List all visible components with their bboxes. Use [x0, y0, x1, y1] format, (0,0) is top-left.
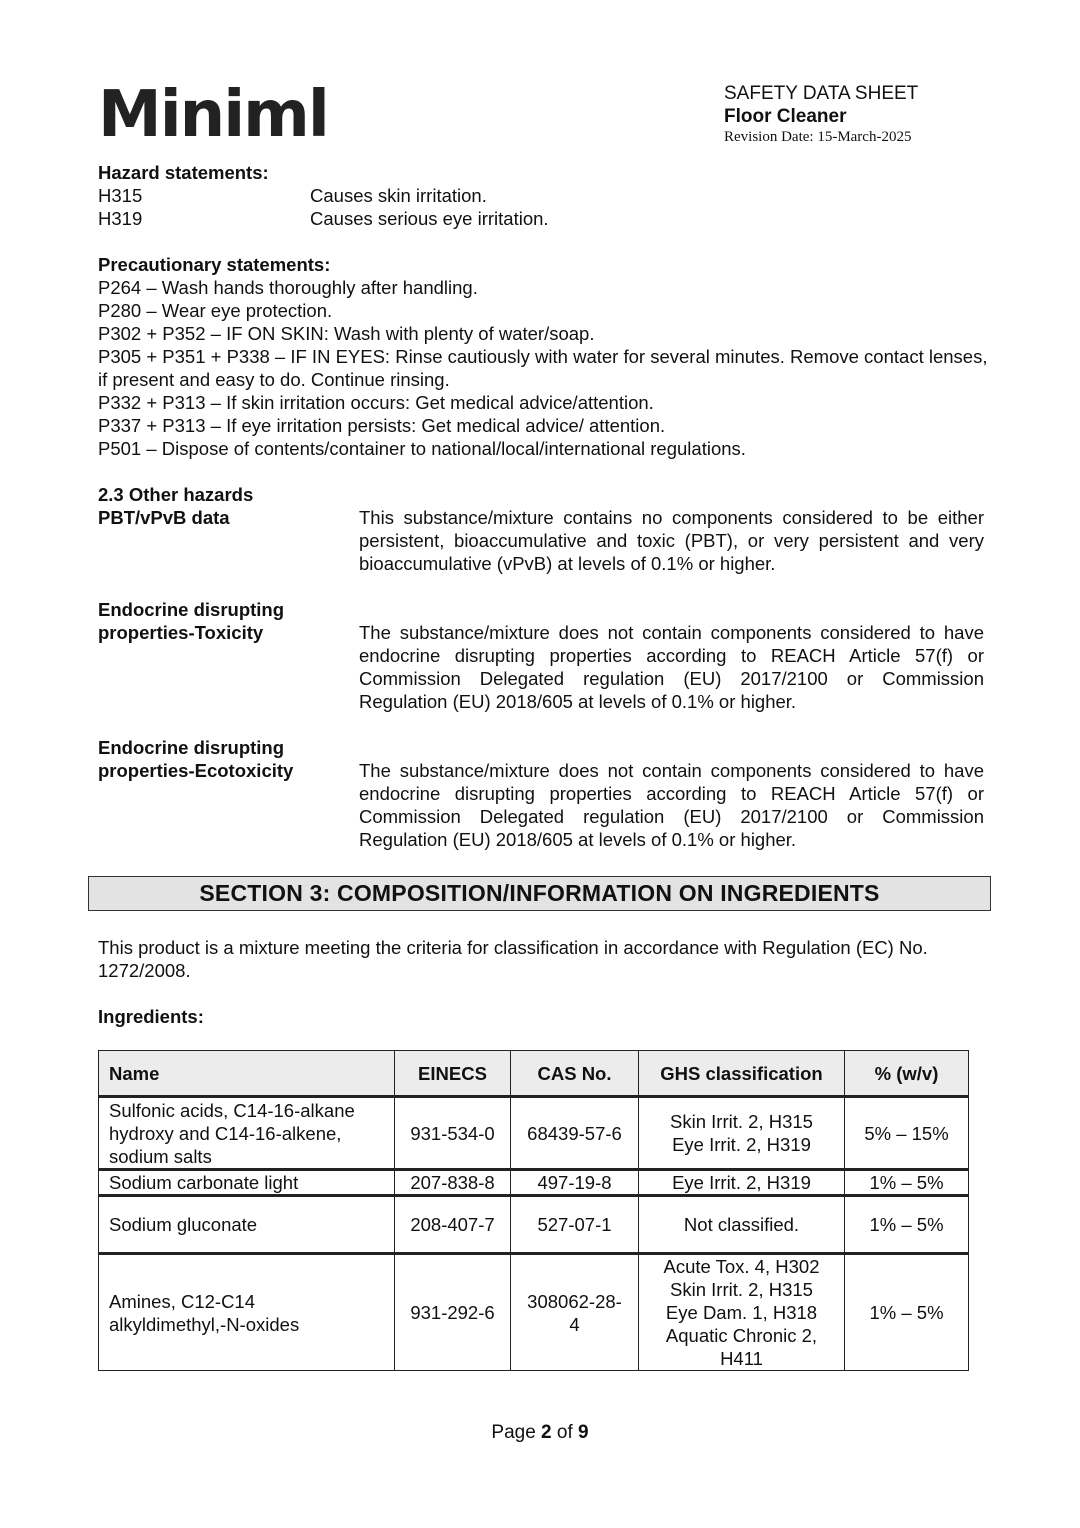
hazard-statements — [98, 161, 988, 230]
label-line: properties-Ecotoxicity — [98, 760, 294, 781]
miniml-logo — [98, 72, 328, 152]
table-row — [99, 1254, 969, 1371]
cas-line: 4 — [569, 1313, 580, 1335]
precautionary-item: P305 + P351 + P338 – IF IN EYES: Rinse cautiously with water for several minutes. Remove contact lenses, if present and easy to do. Continue rinsing. — [98, 346, 988, 390]
precautionary-statements — [98, 253, 988, 460]
hazard-row — [98, 207, 988, 230]
ingredients-heading: Ingredients: — [98, 1006, 204, 1027]
ingredient-einecs: 207-838-8 — [395, 1170, 511, 1196]
table-row — [99, 1097, 969, 1170]
hazard-code: H319 — [98, 208, 143, 229]
ingredients-table — [98, 1050, 969, 1371]
name-line: sodium salts — [109, 1145, 212, 1167]
ghs-line: Eye Irrit. 2, H319 — [672, 1172, 811, 1193]
ingredient-percent: 1% – 5% — [845, 1254, 969, 1371]
product-name: Floor Cleaner — [724, 106, 847, 127]
page-number — [0, 1422, 1080, 1444]
cas-line: 308062-28- — [527, 1290, 622, 1312]
cas-line: 527-07-1 — [537, 1214, 612, 1235]
column-header-cas: CAS No. — [511, 1051, 639, 1097]
page-prefix: Page — [491, 1422, 542, 1443]
pbt-label: PBT/vPvB data — [98, 507, 230, 528]
ghs-line: Not classified. — [683, 1214, 800, 1235]
logo-text: Miniml — [98, 78, 328, 152]
cas-line: 68439-57-6 — [527, 1122, 622, 1144]
ingredient-name — [99, 1097, 395, 1170]
ingredient-cas — [511, 1170, 639, 1196]
table-row — [99, 1196, 969, 1254]
ingredient-percent: 5% – 15% — [845, 1097, 969, 1170]
ghs-line: Eye Dam. 1, H318 — [665, 1302, 818, 1323]
ingredient-percent: 1% – 5% — [845, 1196, 969, 1254]
precautionary-item: P337 + P313 – If eye irritation persists: Get medical advice/ attention. — [98, 415, 666, 436]
ingredient-name — [99, 1170, 395, 1196]
ingredient-einecs: 208-407-7 — [395, 1196, 511, 1254]
name-line: Sodium gluconate — [109, 1214, 258, 1235]
label-line: properties-Toxicity — [98, 622, 264, 643]
pbt-text: This substance/mixture contains no components considered to be either persistent, bioaccumulative and toxic (PBT), or very persistent and very bioaccumulative (vPvB) at levels of 0.1% or higher. — [359, 507, 984, 574]
document-header — [724, 82, 1054, 147]
label-line: Endocrine disrupting — [98, 737, 285, 758]
ingredient-einecs: 931-534-0 — [395, 1097, 511, 1170]
column-header-ghs: GHS classification — [639, 1051, 845, 1097]
hazard-code: H315 — [98, 185, 143, 206]
table-header-row — [99, 1051, 969, 1097]
ingredient-name — [99, 1254, 395, 1371]
endocrine-ecotoxicity-label — [98, 736, 348, 782]
ghs-line: Skin Irrit. 2, H315 — [670, 1111, 813, 1132]
revision-date: Revision Date: 15-March-2025 — [724, 129, 912, 145]
precautionary-item: P280 – Wear eye protection. — [98, 300, 333, 321]
ingredient-ghs — [639, 1170, 845, 1196]
precautionary-item: P501 – Dispose of contents/container to national/local/international regulations. — [98, 438, 746, 459]
precautionary-item: P264 – Wash hands thoroughly after handling. — [98, 277, 478, 298]
ghs-line: Skin Irrit. 2, H315 — [670, 1279, 813, 1300]
hazard-text: Causes skin irritation. — [310, 185, 487, 206]
endocrine-ecotoxicity-text: The substance/mixture does not contain components considered to have endocrine disrupting properties according to REACH Article 57(f) or Commission Delegated regulation (EU) 2017/2100 or Commission Regulation (EU) 2018/605 at levels of 0.1% or higher. — [359, 760, 984, 850]
section-3-intro: This product is a mixture meeting the criteria for classification in accordance with Regulation (EC) No. 1272/2008. — [98, 937, 928, 981]
page-total: 9 — [578, 1422, 589, 1443]
ingredient-ghs — [639, 1196, 845, 1254]
table-row — [99, 1170, 969, 1196]
ingredient-cas — [511, 1254, 639, 1371]
name-line: alkyldimethyl,-N-oxides — [109, 1313, 300, 1335]
column-header-einecs: EINECS — [395, 1051, 511, 1097]
ingredient-name — [99, 1196, 395, 1254]
ingredient-cas — [511, 1196, 639, 1254]
name-line: Sodium carbonate light — [109, 1172, 299, 1193]
ghs-line: Acute Tox. 4, H302 — [663, 1256, 820, 1277]
document-title: SAFETY DATA SHEET — [724, 83, 919, 104]
ghs-line: Eye Irrit. 2, H319 — [672, 1134, 811, 1155]
label-line: Endocrine disrupting — [98, 599, 285, 620]
precautionary-item: P302 + P352 – IF ON SKIN: Wash with plenty of water/soap. — [98, 323, 595, 344]
cas-line: 497-19-8 — [537, 1172, 612, 1193]
precautionary-item: P332 + P313 – If skin irritation occurs: Get medical advice/attention. — [98, 392, 654, 413]
endocrine-toxicity-label — [98, 598, 348, 644]
column-header-percent: % (w/v) — [845, 1051, 969, 1097]
hazard-row — [98, 184, 988, 207]
endocrine-toxicity-text: The substance/mixture does not contain components considered to have endocrine disrupting properties according to REACH Article 57(f) or Commission Delegated regulation (EU) 2017/2100 or Commission Regulation (EU) 2018/605 at levels of 0.1% or higher. — [359, 622, 984, 712]
other-hazards-heading: 2.3 Other hazards — [98, 484, 254, 505]
ghs-line: H411 — [720, 1348, 763, 1369]
page-current: 2 — [541, 1422, 552, 1443]
column-header-name: Name — [99, 1051, 395, 1097]
section-3-title: SECTION 3: COMPOSITION/INFORMATION ON INGREDIENTS — [88, 876, 991, 911]
ghs-line: Aquatic Chronic 2, — [665, 1325, 818, 1346]
ingredient-ghs — [639, 1097, 845, 1170]
ingredient-cas — [511, 1097, 639, 1170]
ingredient-ghs — [639, 1254, 845, 1371]
name-line: Sulfonic acids, C14-16-alkane — [109, 1099, 355, 1121]
precautionary-heading: Precautionary statements: — [98, 254, 331, 275]
hazard-heading: Hazard statements: — [98, 162, 269, 183]
ingredient-percent: 1% – 5% — [845, 1170, 969, 1196]
page-of: of — [551, 1422, 579, 1443]
ingredient-einecs: 931-292-6 — [395, 1254, 511, 1371]
hazard-text: Causes serious eye irritation. — [310, 208, 549, 229]
name-line: Amines, C12-C14 — [109, 1290, 256, 1312]
name-line: hydroxy and C14-16-alkene, — [109, 1122, 342, 1144]
